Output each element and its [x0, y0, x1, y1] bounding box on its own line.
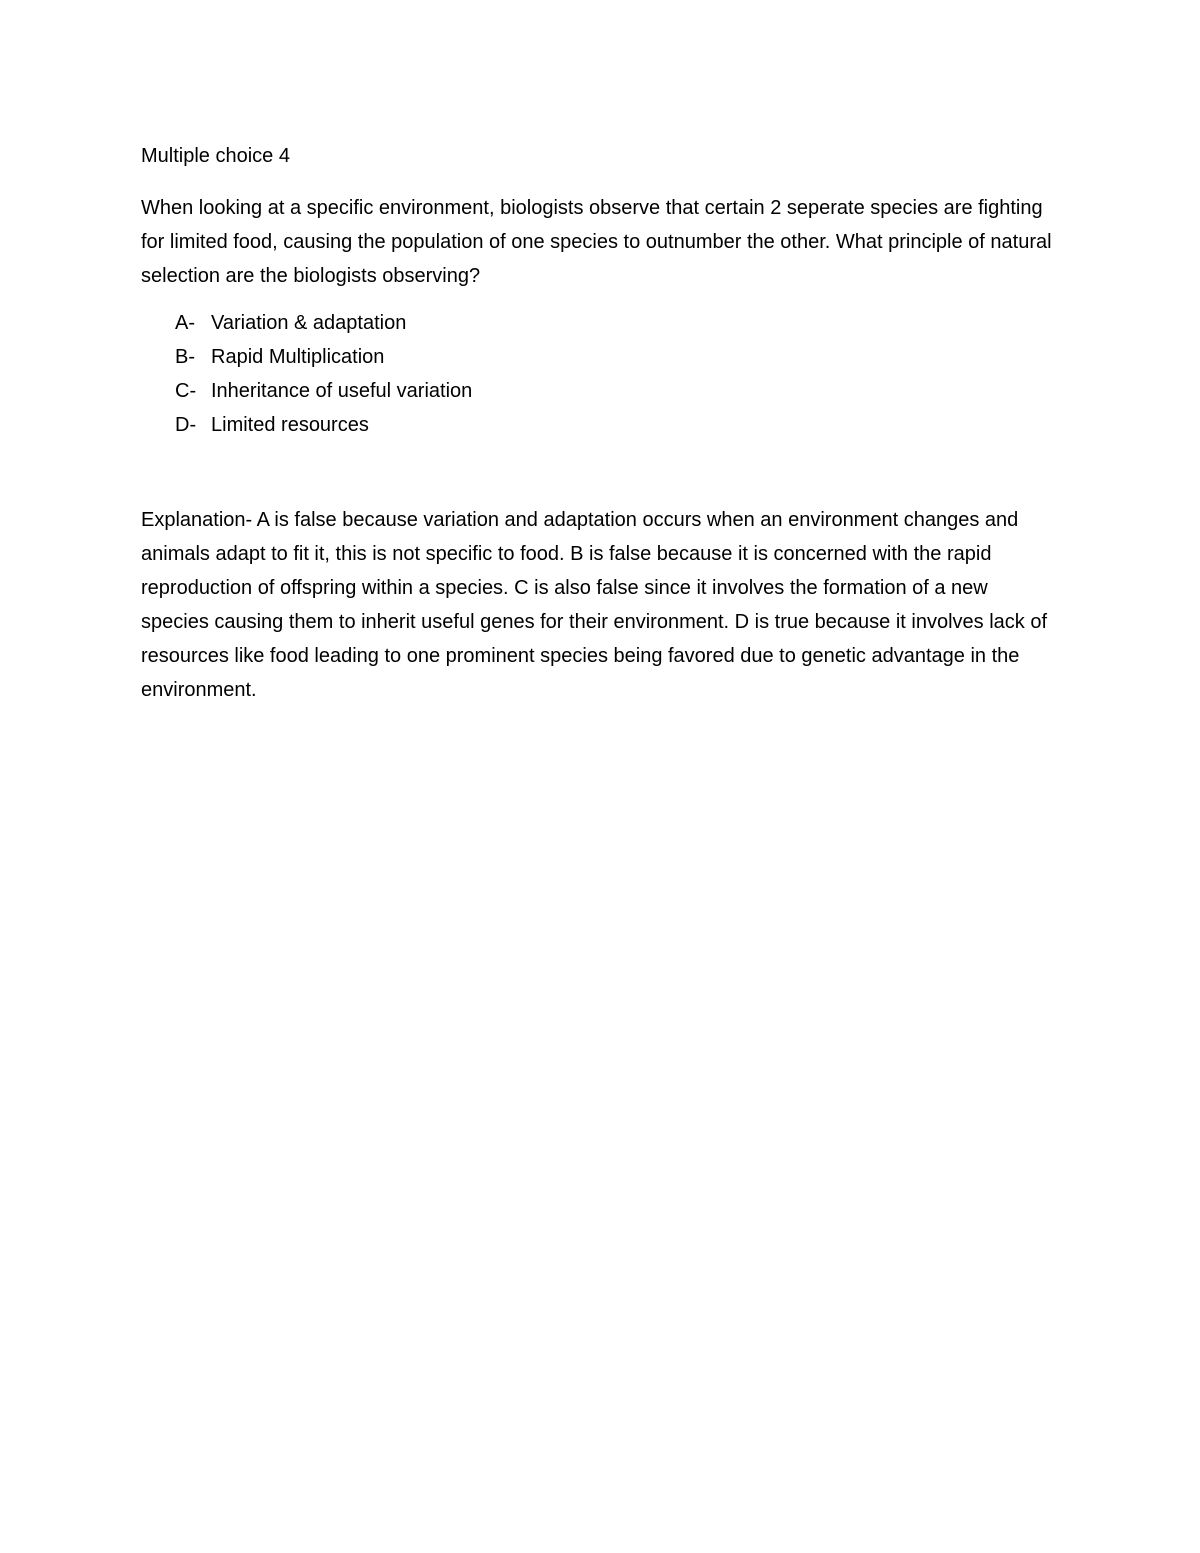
option-text: Inheritance of useful variation: [211, 380, 473, 402]
question-text: When looking at a specific environment, biologists observe that certain 2 seperate species are fighting for limited food, causing the population of one species to outnumber the other. What principle of natural selection are the biologists observing?: [141, 197, 1052, 287]
option-letter: C-: [175, 380, 197, 402]
option-letter: D-: [175, 414, 197, 436]
option-letter: B-: [175, 346, 195, 368]
option-text: Rapid Multiplication: [211, 346, 385, 368]
explanation-paragraph: Explanation- A is false because variation and adaptation occurs when an environment changes and animals adapt to fit it, this is not specific to food. B is false because it is concerned with the rapid reproduction of offspring within a species. C is also false since it involves the formation of a new species causing them to inherit useful genes for their environment. D is true because it involves lack of resources like food leading to one prominent species being favored due to genetic advantage in the environment.: [141, 509, 1048, 701]
answer-option-b: [175, 340, 472, 374]
option-text: Variation & adaptation: [211, 312, 407, 334]
option-text: Limited resources: [211, 414, 369, 436]
answer-option-d: [175, 408, 472, 442]
answer-option-a: [175, 306, 472, 340]
option-letter: A-: [175, 312, 195, 334]
answer-option-c: [175, 374, 472, 408]
question-heading: Multiple choice 4: [141, 145, 290, 167]
answer-options-list: [175, 306, 472, 442]
